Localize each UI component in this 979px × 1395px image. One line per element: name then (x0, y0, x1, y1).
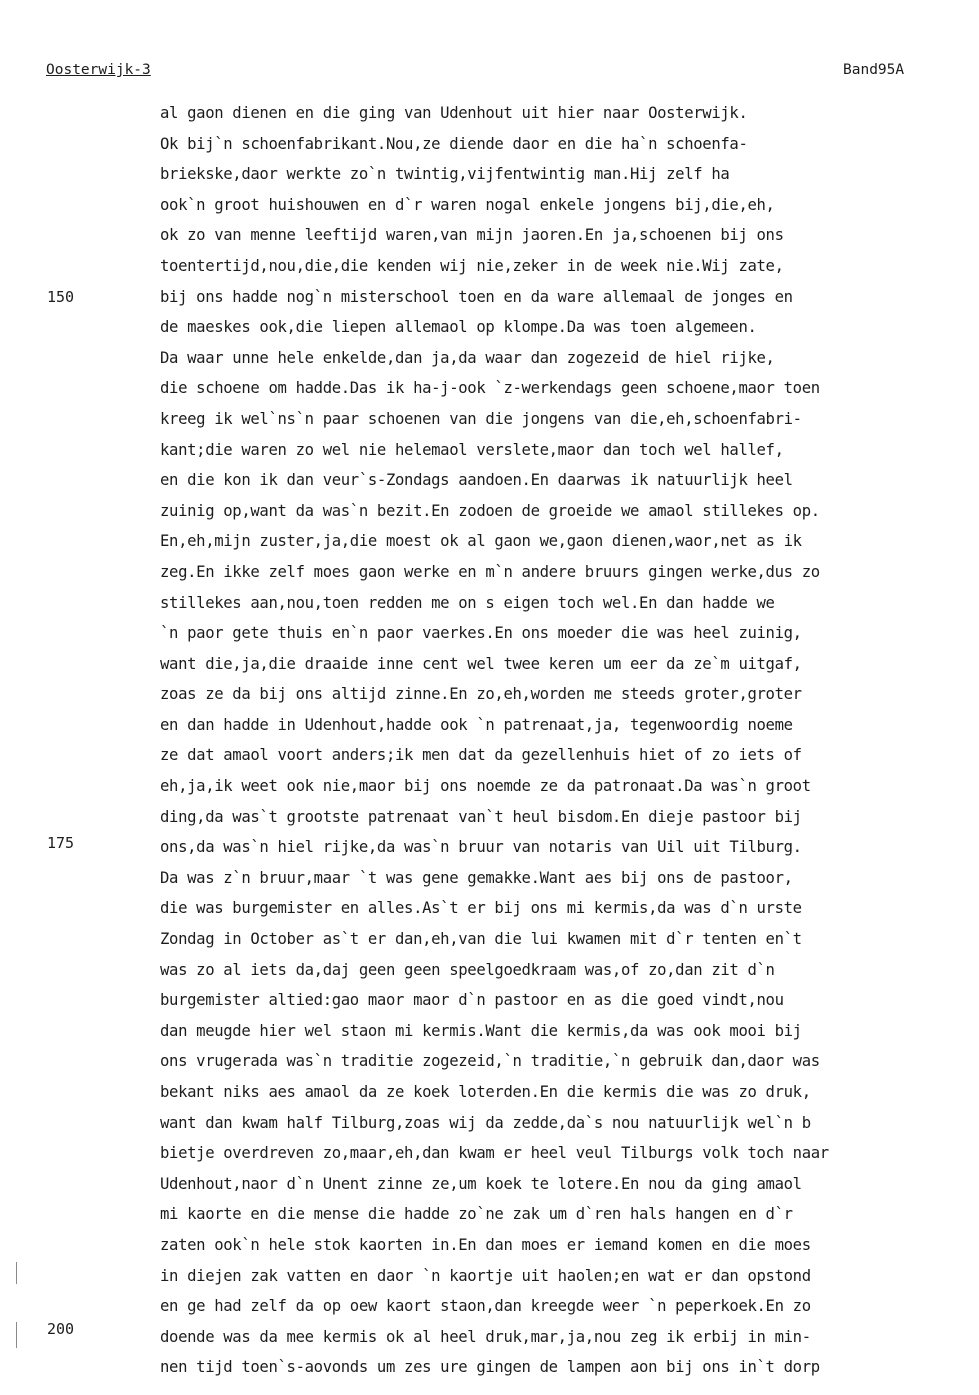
text-line: En,eh,mijn zuster,ja,die moest ok al gaon we,gaon dienen,waor,net as ik (160, 532, 802, 551)
text-line: ons,da was`n hiel rijke,da was`n bruur van notaris van Uil uit Tilburg. (160, 838, 802, 857)
text-line: die schoene om hadde.Das ik ha-j-ook `z-werkendags geen schoene,maor toen (160, 379, 820, 398)
text-line: dan meugde hier wel staon mi kermis.Want die kermis,da was ook mooi bij (160, 1021, 802, 1040)
transcript-text (160, 98, 960, 1383)
text-line: bij ons hadde nog`n misterschool toen en da ware allemaal de jonges en (160, 287, 793, 306)
text-line: Udenhout,naor d`n Unent zinne ze,um koek te lotere.En nou da ging amaol (160, 1174, 802, 1193)
text-line: stillekes aan,nou,toen redden me on s eigen toch wel.En dan hadde we (160, 593, 775, 612)
text-line: Ok bij`n schoenfabrikant.Nou,ze diende daor en die ha`n schoenfa- (160, 134, 748, 153)
text-line: briekske,daor werkte zo`n twintig,vijfentwintig man.Hij zelf ha (160, 165, 730, 184)
text-line: Zondag in October as`t er dan,eh,van die lui kwamen mit d`r tenten en`t (160, 930, 802, 949)
text-line: doende was da mee kermis ok al heel druk,mar,ja,nou zeg ik erbij in min- (160, 1327, 811, 1346)
text-line: de maeskes ook,die liepen allemaol op klompe.Da was toen algemeen. (160, 318, 757, 337)
text-line: was zo al iets da,daj geen geen speelgoedkraam was,of zo,dan zit d`n (160, 960, 775, 979)
text-line: ook`n groot huishouwen en d`r waren nogal enkele jongens bij,die,eh, (160, 195, 775, 214)
text-line: bekant niks aes amaol da ze koek loterden.En die kermis die was zo druk, (160, 1083, 811, 1101)
text-line: in diejen zak vatten en daor `n kaortje uit haolen;en wat er dan opstond (160, 1266, 811, 1285)
text-line: toentertijd,nou,die,die kenden wij nie,zeker in de week nie.Wij zate, (160, 256, 784, 275)
text-line: en ge had zelf da op oew kaort staon,dan kreegde weer `n peperkoek.En zo (160, 1297, 811, 1316)
text-line: ok zo van menne leeftijd waren,van mijn jaoren.En ja,schoenen bij ons (160, 226, 784, 245)
text-line: eh,ja,ik weet ook nie,maor bij ons noemde ze da patronaat.Da was`n groot (160, 777, 811, 796)
text-line: en die kon ik dan veur`s-Zondags aandoen.En daarwas ik natuurlijk heel (160, 471, 793, 490)
text-line: Da waar unne hele enkelde,dan ja,da waar dan zogezeid de hiel rijke, (160, 348, 775, 367)
text-line: al gaon dienen en die ging van Udenhout uit hier naar Oosterwijk. (160, 104, 748, 122)
header-title: Oosterwijk-3 (46, 62, 151, 78)
text-line: nen tijd toen`s-aovonds um zes ure gingen de lampen aon bij ons in`t dorp (160, 1358, 820, 1377)
header-band-id: Band95A (843, 62, 905, 78)
line-number-200: 200 (47, 1320, 75, 1338)
text-line: ding,da was`t grootste patrenaat van`t heul bisdom.En dieje pastoor bij (160, 807, 802, 826)
text-line: ons vrugerada was`n traditie zogezeid,`n traditie,`n gebruik dan,daor was (160, 1052, 820, 1071)
text-line: en dan hadde in Udenhout,hadde ook `n patrenaat,ja, tegenwoordig noeme (160, 715, 793, 734)
margin-mark (16, 1322, 17, 1348)
text-line: want die,ja,die draaide inne cent wel twee keren um eer da ze`m uitgaf, (160, 654, 802, 673)
text-line: mi kaorte en die mense die hadde zo`ne zak um d`ren hals hangen en d`r (160, 1205, 793, 1224)
text-line: zeg.En ikke zelf moes gaon werke en m`n andere bruurs gingen werke,dus zo (160, 562, 820, 581)
margin-mark (16, 1262, 17, 1284)
text-line: `n paor gete thuis en`n paor vaerkes.En ons moeder die was heel zuinig, (160, 624, 802, 643)
text-line: zuinig op,want da was`n bezit.En zodoen de groeide we amaol stillekes op. (160, 501, 820, 520)
text-line: kreeg ik wel`ns`n paar schoenen van die jongens van die,eh,schoenfabri- (160, 409, 802, 428)
text-line: burgemister altied:gao maor maor d`n pastoor en as die goed vindt,nou (160, 991, 784, 1010)
text-line: zaten ook`n hele stok kaorten in.En dan moes er iemand komen en die moes (160, 1235, 811, 1254)
text-line: ze dat amaol voort anders;ik men dat da gezellenhuis hiet of zo iets of (160, 746, 802, 765)
text-line: zoas ze da bij ons altijd zinne.En zo,eh,worden me steeds groter,groter (160, 685, 802, 704)
line-number-150: 150 (47, 288, 75, 306)
text-line: kant;die waren zo wel nie helemaol verslete,maor dan toch wel hallef, (160, 440, 784, 459)
text-line: die was burgemister en alles.As`t er bij ons mi kermis,da was d`n urste (160, 899, 802, 918)
text-line: Da was z`n bruur,maar `t was gene gemakke.Want aes bij ons de pastoor, (160, 868, 793, 887)
line-number-175: 175 (47, 834, 75, 852)
text-line: want dan kwam half Tilburg,zoas wij da zedde,da`s nou natuurlijk wel`n b (160, 1113, 811, 1132)
text-line: bietje overdreven zo,maar,eh,dan kwam er heel veul Tilburgs volk toch naar (160, 1144, 829, 1163)
